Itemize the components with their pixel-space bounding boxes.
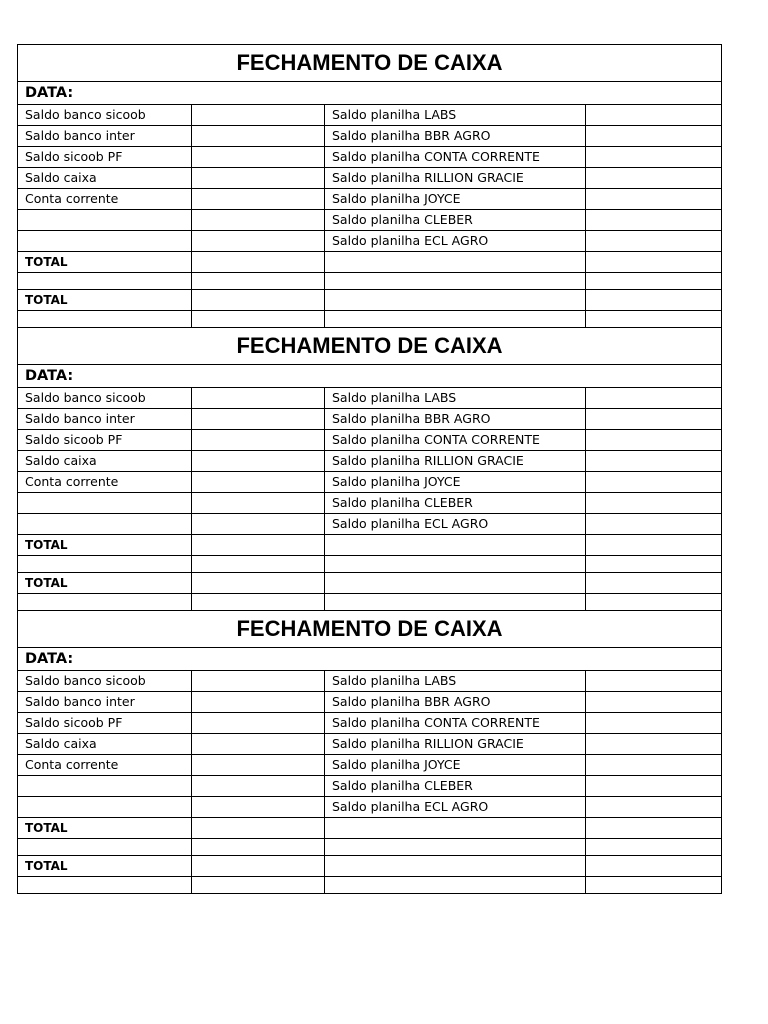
blank-cell[interactable] (586, 839, 722, 856)
balance-value-right-cell[interactable] (586, 231, 722, 252)
table-row (18, 797, 722, 818)
date-label: DATA: (18, 82, 722, 105)
balance-label-left: Saldo sicoob PF (18, 430, 192, 451)
blank-cell[interactable] (192, 556, 325, 573)
balance-label-right: Saldo planilha CLEBER (325, 210, 586, 231)
balance-value-left-cell[interactable] (192, 776, 325, 797)
balance-value-left-cell[interactable] (192, 713, 325, 734)
total-row (18, 818, 722, 839)
total-row (18, 573, 722, 594)
balance-label-left: Saldo banco sicoob (18, 671, 192, 692)
total-value-left-cell[interactable] (192, 818, 325, 839)
balance-value-right-cell[interactable] (586, 797, 722, 818)
section-title-row (18, 328, 722, 365)
balance-label-right: Saldo planilha BBR AGRO (325, 126, 586, 147)
total-label-right-cell[interactable] (325, 252, 586, 273)
total-value-left-cell[interactable] (192, 856, 325, 877)
spacer-row (18, 556, 722, 573)
balance-label-right: Saldo planilha CONTA CORRENTE (325, 147, 586, 168)
balance-value-right-cell[interactable] (586, 671, 722, 692)
blank-cell[interactable] (325, 556, 586, 573)
total-label: TOTAL (18, 252, 192, 273)
balance-value-left-cell[interactable] (192, 451, 325, 472)
table-row (18, 210, 722, 231)
balance-value-right-cell[interactable] (586, 755, 722, 776)
blank-cell[interactable] (18, 839, 192, 856)
section-title-row (18, 45, 722, 82)
balance-label-right: Saldo planilha ECL AGRO (325, 514, 586, 535)
balance-value-right-cell[interactable] (586, 189, 722, 210)
balance-value-right-cell[interactable] (586, 168, 722, 189)
balance-label-right: Saldo planilha CONTA CORRENTE (325, 713, 586, 734)
date-row (18, 648, 722, 671)
balance-label-left: Saldo banco sicoob (18, 388, 192, 409)
blank-cell[interactable] (325, 594, 586, 611)
table-row (18, 231, 722, 252)
blank-cell[interactable] (325, 877, 586, 894)
balance-value-right-cell[interactable] (586, 105, 722, 126)
blank-cell[interactable] (18, 594, 192, 611)
balance-value-left-cell[interactable] (192, 671, 325, 692)
table-row (18, 671, 722, 692)
total-label: TOTAL (18, 290, 192, 311)
balance-value-left-cell[interactable] (192, 734, 325, 755)
section-title: FECHAMENTO DE CAIXA (18, 328, 722, 365)
total-value-right-cell[interactable] (586, 535, 722, 556)
total-value-left-cell[interactable] (192, 252, 325, 273)
blank-cell[interactable] (325, 273, 586, 290)
balance-value-left-cell[interactable] (192, 210, 325, 231)
balance-label-left: Conta corrente (18, 189, 192, 210)
table-row (18, 147, 722, 168)
table-row (18, 713, 722, 734)
blank-cell[interactable] (586, 877, 722, 894)
balance-value-right-cell[interactable] (586, 493, 722, 514)
balance-label-right: Saldo planilha JOYCE (325, 472, 586, 493)
date-row (18, 82, 722, 105)
balance-value-left-cell[interactable] (192, 514, 325, 535)
balance-value-left-cell[interactable] (192, 147, 325, 168)
balance-label-right: Saldo planilha JOYCE (325, 189, 586, 210)
balance-value-right-cell[interactable] (586, 388, 722, 409)
spacer-row (18, 273, 722, 290)
total-row (18, 856, 722, 877)
table-row (18, 105, 722, 126)
total-value-left-cell[interactable] (192, 573, 325, 594)
balance-value-left-cell[interactable] (192, 409, 325, 430)
balance-label-right: Saldo planilha BBR AGRO (325, 409, 586, 430)
balance-label-right: Saldo planilha BBR AGRO (325, 692, 586, 713)
balance-label-left (18, 797, 192, 818)
table-row (18, 493, 722, 514)
balance-label-left (18, 210, 192, 231)
section-title: FECHAMENTO DE CAIXA (18, 611, 722, 648)
section-title: FECHAMENTO DE CAIXA (18, 45, 722, 82)
total-label: TOTAL (18, 818, 192, 839)
table-row (18, 514, 722, 535)
balance-value-left-cell[interactable] (192, 388, 325, 409)
total-value-right-cell[interactable] (586, 290, 722, 311)
table-row (18, 168, 722, 189)
blank-cell[interactable] (192, 839, 325, 856)
date-row (18, 365, 722, 388)
spacer-row (18, 594, 722, 611)
balance-value-right-cell[interactable] (586, 692, 722, 713)
total-row (18, 252, 722, 273)
blank-cell[interactable] (586, 273, 722, 290)
balance-label-right: Saldo planilha ECL AGRO (325, 797, 586, 818)
balance-label-right: Saldo planilha CLEBER (325, 776, 586, 797)
total-row (18, 535, 722, 556)
balance-value-left-cell[interactable] (192, 168, 325, 189)
total-value-left-cell[interactable] (192, 290, 325, 311)
table-row (18, 189, 722, 210)
blank-cell[interactable] (192, 594, 325, 611)
section-title-row (18, 611, 722, 648)
balance-label-left: Conta corrente (18, 472, 192, 493)
balance-value-right-cell[interactable] (586, 713, 722, 734)
balance-value-left-cell[interactable] (192, 493, 325, 514)
table-row (18, 755, 722, 776)
total-label-right-cell[interactable] (325, 290, 586, 311)
blank-cell[interactable] (18, 556, 192, 573)
balance-label-left (18, 776, 192, 797)
table-row (18, 430, 722, 451)
blank-cell[interactable] (192, 311, 325, 328)
spacer-row (18, 839, 722, 856)
balance-label-left: Saldo banco sicoob (18, 105, 192, 126)
balance-value-left-cell[interactable] (192, 755, 325, 776)
date-label: DATA: (18, 648, 722, 671)
balance-value-right-cell[interactable] (586, 409, 722, 430)
blank-cell[interactable] (586, 594, 722, 611)
total-label: TOTAL (18, 856, 192, 877)
balance-label-left: Saldo banco inter (18, 409, 192, 430)
balance-label-right: Saldo planilha LABS (325, 388, 586, 409)
balance-label-left: Saldo caixa (18, 168, 192, 189)
table-row (18, 451, 722, 472)
table-row (18, 734, 722, 755)
blank-cell[interactable] (192, 273, 325, 290)
balance-value-right-cell[interactable] (586, 734, 722, 755)
balance-label-right: Saldo planilha RILLION GRACIE (325, 734, 586, 755)
total-label: TOTAL (18, 573, 192, 594)
balance-value-left-cell[interactable] (192, 105, 325, 126)
balance-label-right: Saldo planilha ECL AGRO (325, 231, 586, 252)
balance-label-left: Saldo banco inter (18, 126, 192, 147)
blank-cell[interactable] (18, 877, 192, 894)
balance-value-right-cell[interactable] (586, 147, 722, 168)
balance-value-right-cell[interactable] (586, 472, 722, 493)
blank-cell[interactable] (586, 556, 722, 573)
total-value-right-cell[interactable] (586, 856, 722, 877)
balance-value-left-cell[interactable] (192, 126, 325, 147)
total-label: TOTAL (18, 535, 192, 556)
table-row (18, 409, 722, 430)
balance-label-left: Conta corrente (18, 755, 192, 776)
date-label: DATA: (18, 365, 722, 388)
total-value-right-cell[interactable] (586, 573, 722, 594)
cash-closing-sheet (17, 44, 722, 894)
balance-value-left-cell[interactable] (192, 692, 325, 713)
balance-value-right-cell[interactable] (586, 514, 722, 535)
balance-value-right-cell[interactable] (586, 776, 722, 797)
total-value-left-cell[interactable] (192, 535, 325, 556)
total-label-right-cell[interactable] (325, 535, 586, 556)
balance-label-left: Saldo banco inter (18, 692, 192, 713)
total-label-right-cell[interactable] (325, 818, 586, 839)
table-row (18, 472, 722, 493)
balance-label-left: Saldo caixa (18, 734, 192, 755)
total-value-right-cell[interactable] (586, 818, 722, 839)
table-row (18, 126, 722, 147)
balance-label-right: Saldo planilha RILLION GRACIE (325, 451, 586, 472)
balance-label-left: Saldo sicoob PF (18, 147, 192, 168)
balance-label-right: Saldo planilha RILLION GRACIE (325, 168, 586, 189)
balance-value-left-cell[interactable] (192, 797, 325, 818)
balance-value-right-cell[interactable] (586, 210, 722, 231)
blank-cell[interactable] (586, 311, 722, 328)
blank-cell[interactable] (18, 273, 192, 290)
balance-value-right-cell[interactable] (586, 451, 722, 472)
total-label-right-cell[interactable] (325, 573, 586, 594)
spacer-row (18, 877, 722, 894)
balance-value-left-cell[interactable] (192, 189, 325, 210)
balance-value-left-cell[interactable] (192, 430, 325, 451)
blank-cell[interactable] (325, 311, 586, 328)
table-row (18, 776, 722, 797)
balance-label-left (18, 493, 192, 514)
blank-cell[interactable] (18, 311, 192, 328)
balance-label-right: Saldo planilha JOYCE (325, 755, 586, 776)
table-row (18, 388, 722, 409)
balance-label-left: Saldo sicoob PF (18, 713, 192, 734)
balance-value-right-cell[interactable] (586, 430, 722, 451)
balance-value-right-cell[interactable] (586, 126, 722, 147)
balance-label-right: Saldo planilha CONTA CORRENTE (325, 430, 586, 451)
total-value-right-cell[interactable] (586, 252, 722, 273)
balance-value-left-cell[interactable] (192, 472, 325, 493)
balance-label-left (18, 514, 192, 535)
blank-cell[interactable] (192, 877, 325, 894)
balance-label-right: Saldo planilha LABS (325, 671, 586, 692)
total-row (18, 290, 722, 311)
spacer-row (18, 311, 722, 328)
balance-label-right: Saldo planilha CLEBER (325, 493, 586, 514)
total-label-right-cell[interactable] (325, 856, 586, 877)
table-row (18, 692, 722, 713)
balance-value-left-cell[interactable] (192, 231, 325, 252)
balance-label-left (18, 231, 192, 252)
balance-label-left: Saldo caixa (18, 451, 192, 472)
blank-cell[interactable] (325, 839, 586, 856)
balance-label-right: Saldo planilha LABS (325, 105, 586, 126)
